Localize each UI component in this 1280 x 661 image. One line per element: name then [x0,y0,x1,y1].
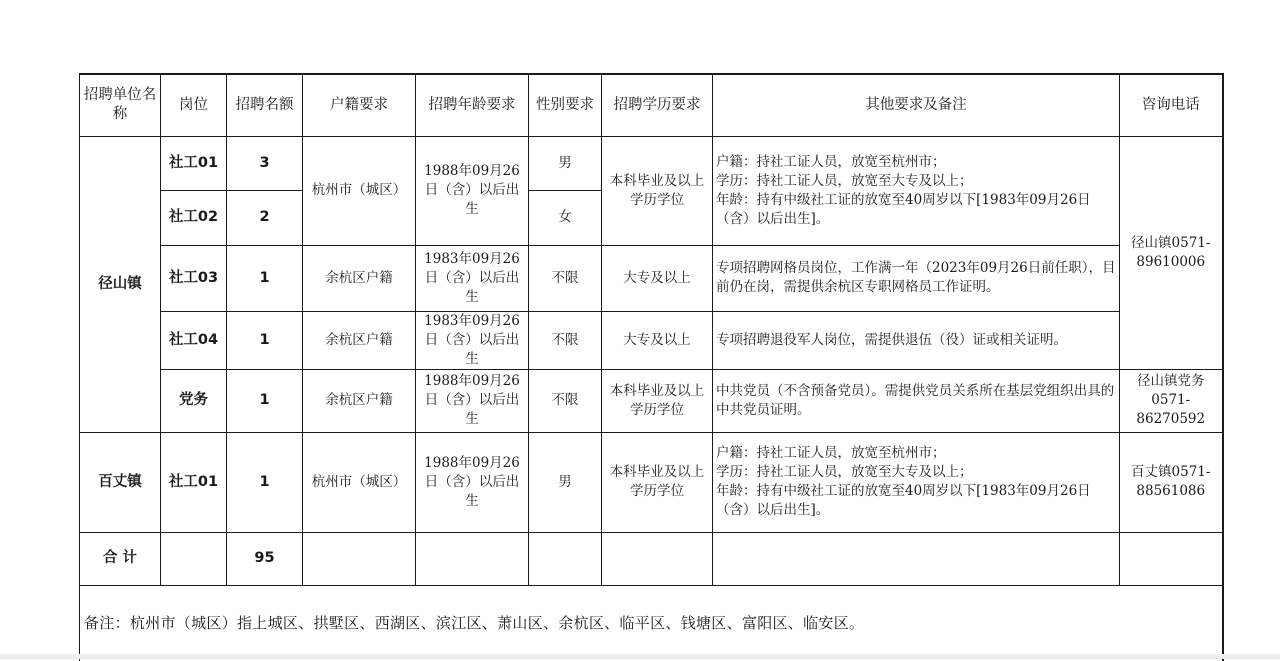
header-age: 招聘年龄要求 [416,74,529,136]
gender-cell: 女 [529,190,602,245]
education-cell: 本科毕业及以上学历学位 [602,432,713,532]
quota-cell: 1 [227,245,303,311]
post-cell: 党务 [161,369,227,432]
education-cell: 本科毕业及以上学历学位 [602,369,713,432]
phone-cell: 径山镇0571-89610006 [1120,136,1223,369]
post-cell: 社工04 [161,311,227,369]
table-row [80,311,1223,369]
education-cell: 大专及以上 [602,245,713,311]
table-row [80,369,1223,432]
notes-line: 学历：持社工证人员，放宽至大专及以上； [716,464,973,480]
empty-cell [416,532,529,585]
gender-cell: 不限 [529,369,602,432]
post-cell: 社工02 [161,190,227,245]
empty-cell [529,532,602,585]
header-education: 招聘学历要求 [602,74,713,136]
header-notes: 其他要求及备注 [713,74,1120,136]
header-unit: 招聘单位名称 [80,74,161,136]
empty-cell [161,532,227,585]
quota-cell: 1 [227,311,303,369]
total-row [80,532,1223,585]
table-row [80,432,1223,532]
notes-line: 学历：持社工证人员，放宽至大专及以上； [716,172,973,189]
hukou-cell: 余杭区户籍 [303,369,416,432]
table-row [80,136,1223,190]
gender-cell: 不限 [529,311,602,369]
gender-cell: 男 [529,432,602,532]
education-cell: 大专及以上 [602,311,713,369]
hukou-cell: 杭州市（城区） [303,432,416,532]
quota-cell: 2 [227,190,303,245]
empty-cell [303,532,416,585]
remarks-text: 备注：杭州市（城区）指上城区、拱墅区、西湖区、滨江区、萧山区、余杭区、临平区、钱塘区、富阳区、临安区。 [80,585,1223,661]
notes-cell [713,136,1120,245]
hukou-cell: 杭州市（城区） [303,136,416,245]
header-row [80,74,1223,136]
age-cell: 1988年09月26日（含）以后出生 [416,136,529,245]
header-quota: 招聘名额 [227,74,303,136]
education-cell: 本科毕业及以上学历学位 [602,136,713,245]
notes-cell [713,432,1120,532]
notes-line: 户籍：持社工证人员，放宽至杭州市； [716,445,946,461]
notes-line: 户籍：持社工证人员，放宽至杭州市； [716,153,946,170]
notes-cell: 中共党员（不含预备党员）。需提供党员关系所在基层党组织出具的中共党员证明。 [713,369,1120,432]
total-quota: 95 [227,532,303,585]
notes-line: 年龄：持有中级社工证的放宽至40周岁以下[1983年09月26日（含）以后出生]。 [716,483,1091,518]
phone-cell: 百丈镇0571-88561086 [1120,432,1223,532]
hukou-cell: 余杭区户籍 [303,311,416,369]
post-cell: 社工01 [161,136,227,190]
notes-cell: 专项招聘网格员岗位，工作满一年（2023年09月26日前任职），目前仍在岗，需提供余杭区专职网格员工作证明。 [713,245,1120,311]
notes-cell: 专项招聘退役军人岗位，需提供退伍（役）证或相关证明。 [713,311,1120,369]
age-cell: 1988年09月26日（含）以后出生 [416,432,529,532]
phone-cell: 径山镇党务0571-86270592 [1120,369,1223,432]
post-cell: 社工03 [161,245,227,311]
quota-cell: 3 [227,136,303,190]
age-cell: 1988年09月26日（含）以后出生 [416,369,529,432]
page-edge-shadow [0,654,1280,659]
gender-cell: 不限 [529,245,602,311]
gender-cell: 男 [529,136,602,190]
header-phone: 咨询电话 [1120,74,1223,136]
age-cell: 1983年09月26日（含）以后出生 [416,311,529,369]
total-label: 合 计 [80,532,161,585]
quota-cell: 1 [227,432,303,532]
post-cell: 社工01 [161,432,227,532]
empty-cell [602,532,713,585]
hukou-cell: 余杭区户籍 [303,245,416,311]
header-post: 岗位 [161,74,227,136]
header-gender: 性别要求 [529,74,602,136]
empty-cell [713,532,1120,585]
notes-line: 年龄：持有中级社工证的放宽至40周岁以下[1983年09月26日（含）以后出生]。 [716,191,1091,227]
recruitment-table [79,73,1224,661]
unit-name: 百丈镇 [80,432,161,532]
quota-cell: 1 [227,369,303,432]
remarks-row [80,585,1223,661]
table-row [80,245,1223,311]
empty-cell [1120,532,1223,585]
header-hukou: 户籍要求 [303,74,416,136]
unit-name: 径山镇 [80,136,161,432]
age-cell: 1983年09月26日（含）以后出生 [416,245,529,311]
